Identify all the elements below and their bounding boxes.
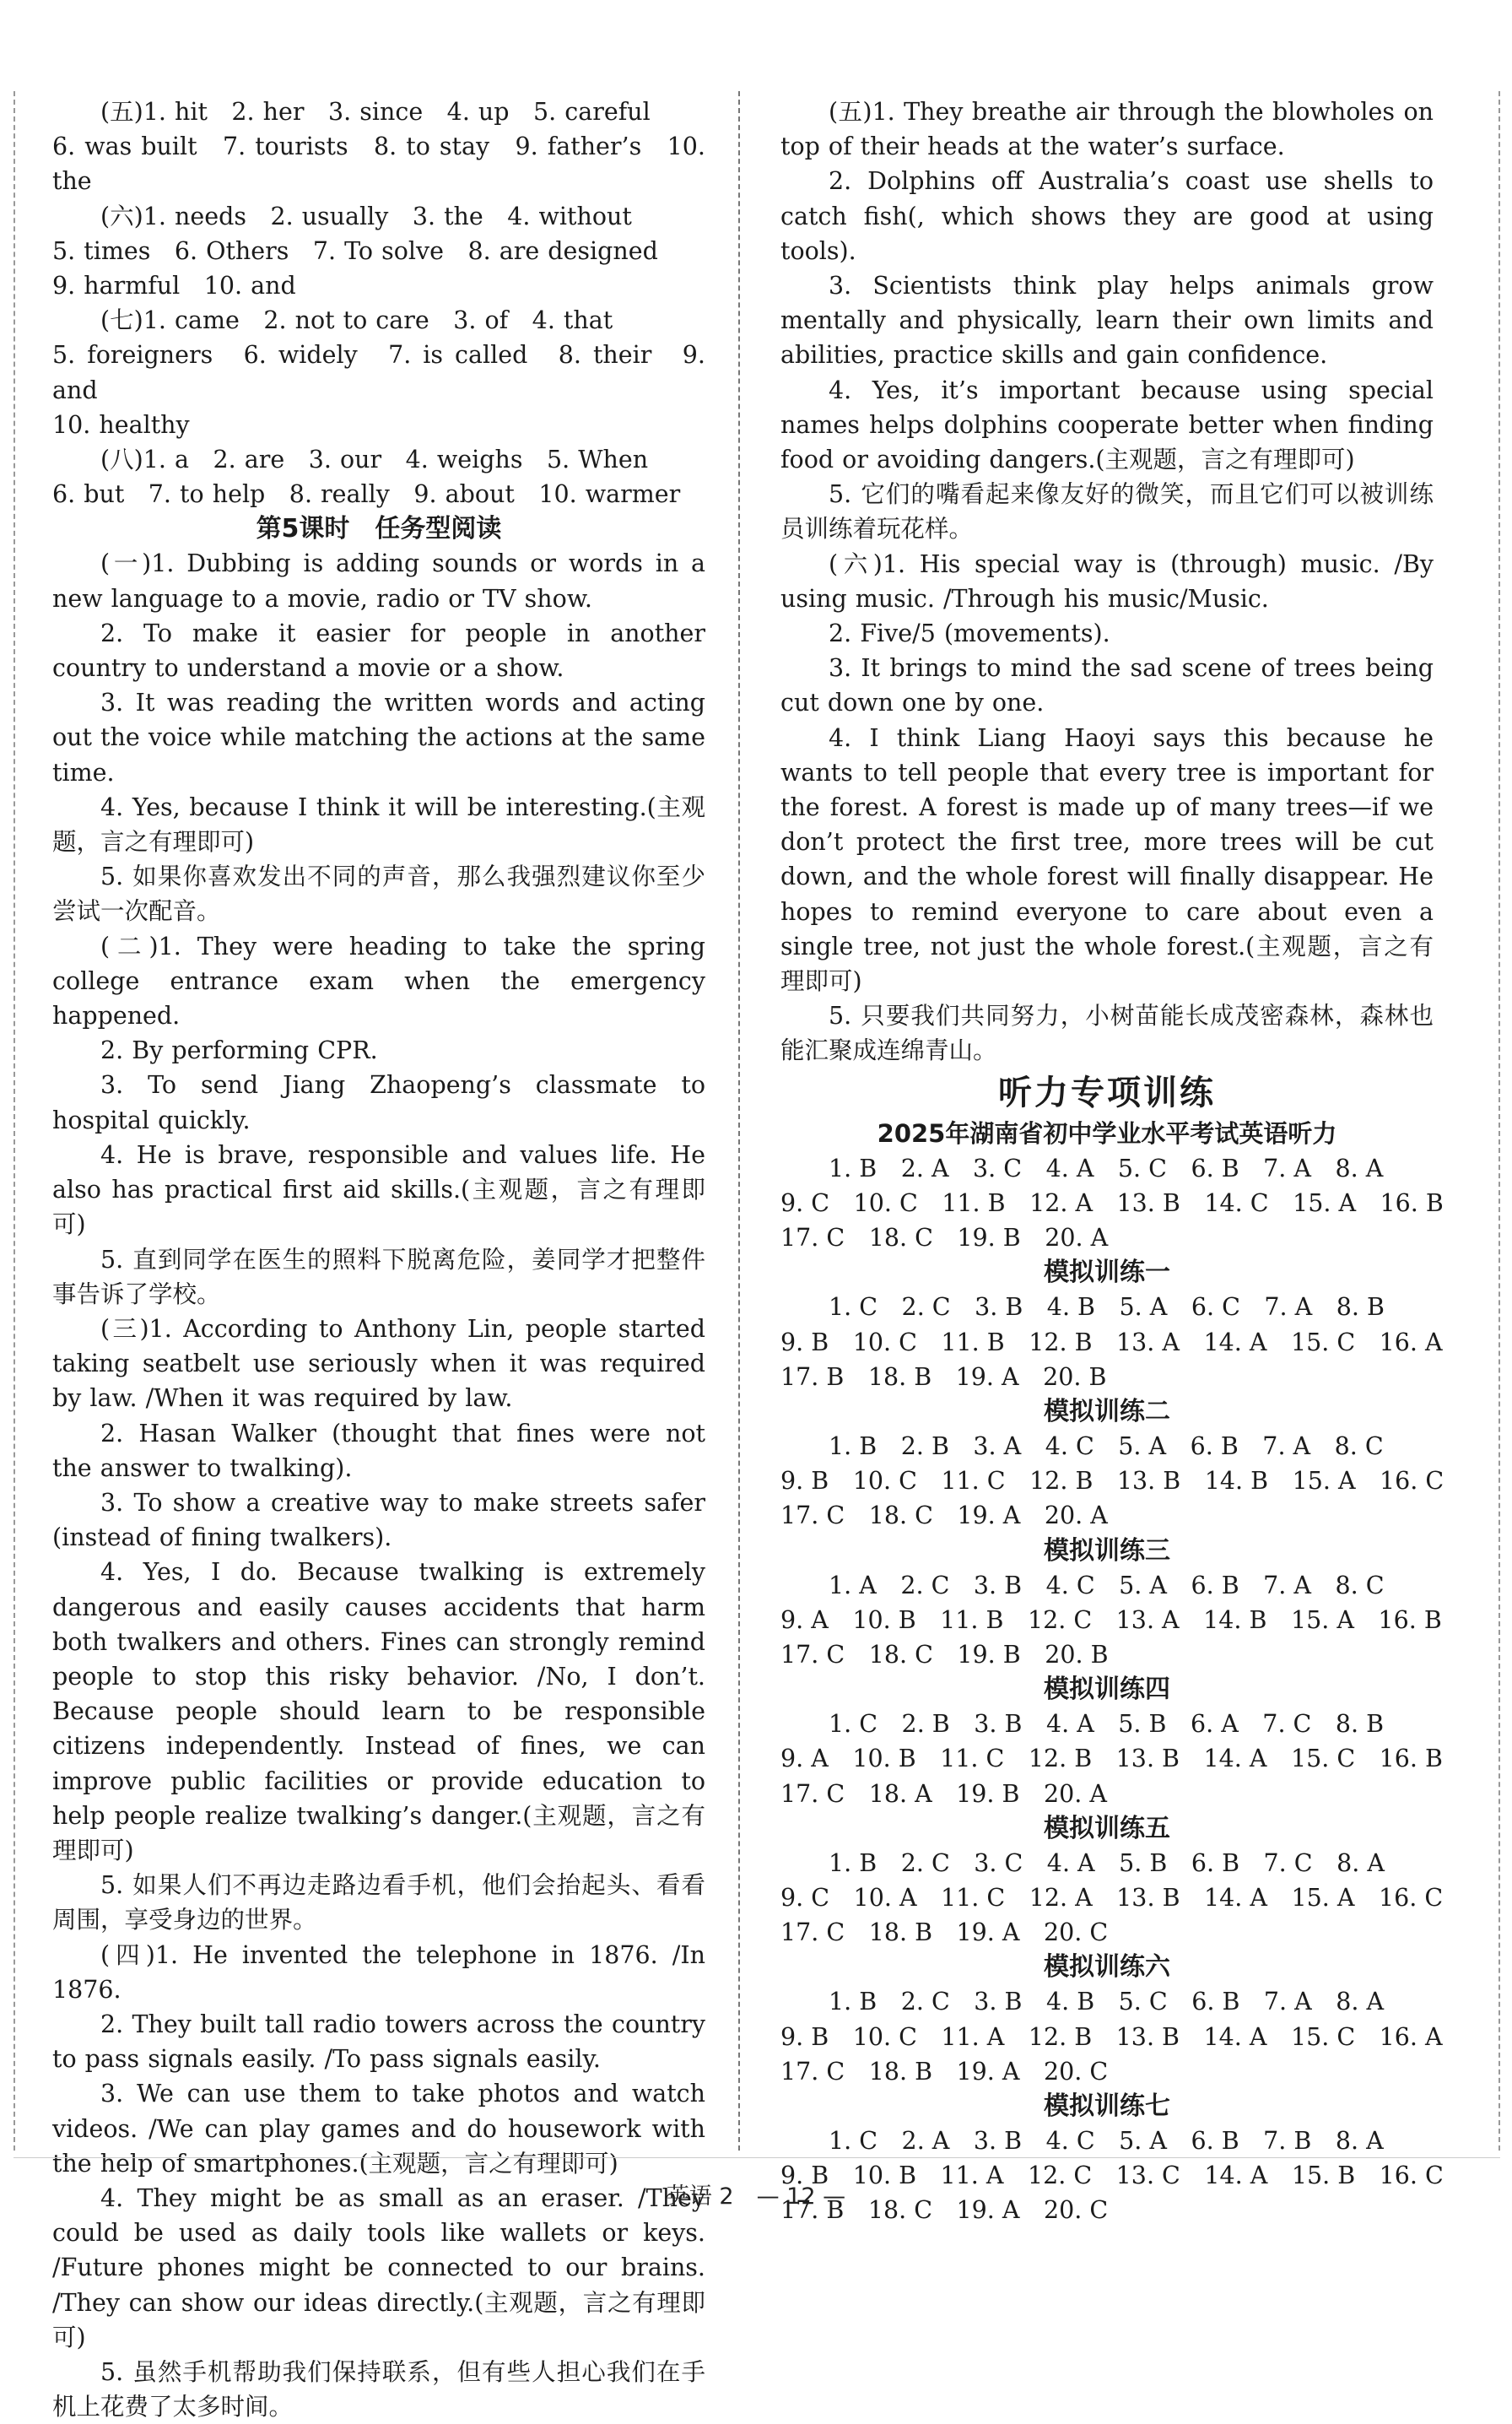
- test-title: 模拟训练三: [1044, 1535, 1170, 1566]
- lesson-title: 第5课时 任务型阅读: [256, 514, 502, 544]
- page-frame-left: [14, 91, 15, 2151]
- answer-paragraph: 4. He is brave, responsible and values life. He also has practical first aid skills.(主观题，言之有理即可): [52, 1140, 705, 1239]
- page-footer: 英语 2 — 12 —: [666, 2183, 846, 2210]
- answer-paragraph: (四)1. He invented the telephone in 1876. /In 1876.: [52, 1940, 705, 2004]
- answer-line: (六)1. needs 2. usually 3. the 4. without: [100, 202, 632, 230]
- answer-paragraph: (三)1. According to Anthony Lin, people started taking seatbelt use seriously when it was required by law. /When it was required by law.: [52, 1314, 705, 1413]
- answer-row: 17. C 18. C 19. B 20. B: [780, 1640, 1109, 1669]
- answer-paragraph: 2. By performing CPR.: [100, 1036, 378, 1065]
- test-title: 模拟训练五: [1044, 1813, 1170, 1843]
- answer-row: 9. B 10. C 11. A 12. B 13. B 14. A 15. C 16. A: [780, 2022, 1443, 2051]
- answer-paragraph: 4. Yes, because I think it will be interesting.(主观题，言之有理即可): [52, 793, 705, 857]
- answer-row: 1. B 2. A 3. C 4. A 5. C 6. B 7. A 8. A: [829, 1154, 1384, 1182]
- answer-line: 5. foreigners 6. widely 7. is called 8. their 9. and: [52, 341, 705, 404]
- test-title: 模拟训练一: [1044, 1258, 1170, 1288]
- answer-paragraph: 5. 虽然手机帮助我们保持联系，但有些人担心我们在手机上花费了太多时间。: [52, 2358, 705, 2421]
- answer-paragraph: 4. Yes, I do. Because twalking is extremely dangerous and easily causes accidents that harm both twalkers and others. Fines can strongly remind people to stop this risky behavior. /No, I don’t. Because people should learn to be responsible citizens independently. Instead of fines, we can improve public facilities or provide education to help people realize twalking’s danger.(主观题，言之有理即可): [52, 1558, 705, 1864]
- test-title: 模拟训练七: [1044, 2091, 1170, 2121]
- column-divider: [738, 91, 740, 2151]
- answer-paragraph: (五)1. They breathe air through the blowholes on top of their heads at the water’s surface.: [780, 98, 1434, 161]
- answer-paragraph: 5. 直到同学在医生的照料下脱离危险，姜同学才把整件事告诉了学校。: [52, 1245, 705, 1308]
- answer-row: 1. A 2. C 3. B 4. C 5. A 6. B 7. A 8. C: [829, 1571, 1385, 1599]
- answer-row: 17. C 18. C 19. B 20. A: [780, 1224, 1109, 1253]
- answer-row: 9. B 10. C 11. C 12. B 13. B 14. B 15. A 16. C: [780, 1467, 1444, 1496]
- answer-line: (八)1. a 2. are 3. our 4. weighs 5. When: [100, 446, 649, 474]
- answer-row: 1. C 2. C 3. B 4. B 5. A 6. C 7. A 8. B: [829, 1293, 1385, 1322]
- answer-paragraph: 4. I think Liang Haoyi says this because he wants to tell people that every tree is important for the forest. A forest is made up of many trees—if we don’t protect the first tree, more trees will be cut down, and the whole forest will finally disappear. He hopes to remind everyone to care about even a single tree, not just the whole forest.(主观题，言之有理即可): [780, 723, 1434, 996]
- answer-line: (七)1. came 2. not to care 3. of 4. that: [100, 306, 613, 335]
- page-frame-right: [1498, 91, 1500, 2151]
- section-title: 听力专项训练: [998, 1073, 1216, 1112]
- answer-row: 17. C 18. B 19. A 20. C: [780, 2057, 1109, 2086]
- test-title: 模拟训练二: [1044, 1396, 1170, 1426]
- answer-paragraph: (六)1. His special way is (through) music. /By using music. /Through his music/Music.: [780, 549, 1434, 613]
- answer-paragraph: 5. 如果你喜欢发出不同的声音，那么我强烈建议你至少尝试一次配音。: [52, 863, 705, 926]
- answer-row: 1. B 2. C 3. C 4. A 5. B 6. B 7. C 8. A: [829, 1848, 1385, 1877]
- answer-row: 9. C 10. C 11. B 12. A 13. B 14. C 15. A 16. B: [780, 1188, 1444, 1217]
- left-column: [52, 95, 705, 2424]
- right-column: [780, 95, 1444, 2228]
- answer-line: 10. healthy: [52, 410, 190, 439]
- answer-row: 17. B 18. B 19. A 20. B: [780, 1362, 1107, 1391]
- answer-line: 6. but 7. to help 8. really 9. about 10. warmer: [52, 480, 681, 509]
- answer-row: 9. A 10. B 11. B 12. C 13. A 14. B 15. A 16. B: [780, 1605, 1442, 1634]
- answer-paragraph: 2. Dolphins off Australia’s coast use shells to catch fish(, which shows they are good at using tools).: [780, 167, 1434, 265]
- answer-row: 9. A 10. B 11. C 12. B 13. B 14. A 15. C 16. B: [780, 1745, 1443, 1773]
- bottom-rule: [14, 2157, 1500, 2158]
- answer-paragraph: 2. To make it easier for people in another country to understand a movie or a show.: [52, 619, 705, 683]
- answer-paragraph: 3. It was reading the written words and acting out the voice while matching the actions at the same time.: [52, 689, 705, 787]
- test-title: 模拟训练四: [1044, 1675, 1170, 1705]
- answer-paragraph: 2. They built tall radio towers across the country to pass signals easily. /To pass signals easily.: [52, 2010, 705, 2074]
- answer-row: 1. B 2. B 3. A 4. C 5. A 6. B 7. A 8. C: [829, 1431, 1384, 1460]
- answer-row: 9. B 10. B 11. A 12. C 13. C 14. A 15. B 16. C: [780, 2162, 1444, 2190]
- answer-paragraph: 4. Yes, it’s important because using special names helps dolphins cooperate better when finding food or avoiding dangers.(主观题，言之有理即可): [780, 376, 1434, 474]
- answer-row: 1. C 2. B 3. B 4. A 5. B 6. A 7. C 8. B: [829, 1710, 1385, 1739]
- answer-paragraph: 5. 如果人们不再边走路边看手机，他们会抬起头、看看周围，享受身边的世界。: [52, 1871, 705, 1934]
- answer-row: 9. B 10. C 11. B 12. B 13. A 14. A 15. C 16. A: [780, 1328, 1443, 1356]
- answer-row: 17. C 18. A 19. B 20. A: [780, 1779, 1107, 1808]
- answer-paragraph: (一)1. Dubbing is adding sounds or words in a new language to a movie, radio or TV show.: [52, 549, 705, 613]
- answer-paragraph: 3. To send Jiang Zhaopeng’s classmate to hospital quickly.: [52, 1071, 705, 1134]
- answer-paragraph: 4. They might be as small as an eraser. /They could be used as daily tools like wallets or keys. /Future phones might be connected to our brains. /They can show our ideas directly.(主观题，言之有理即可): [52, 2183, 705, 2351]
- answer-row: 1. B 2. C 3. B 4. B 5. C 6. B 7. A 8. A: [829, 1988, 1385, 2016]
- answer-paragraph: 2. Five/5 (movements).: [829, 620, 1110, 648]
- answer-row: 9. C 10. A 11. C 12. A 13. B 14. A 15. A 16. C: [780, 1883, 1444, 1912]
- answer-paragraph: 3. Scientists think play helps animals grow mentally and physically, learn their own limits and abilities, practice skills and gain confidence.: [780, 272, 1434, 370]
- answer-paragraph: 3. To show a creative way to make streets safer (instead of fining twalkers).: [52, 1488, 705, 1552]
- answer-row: 17. B 18. C 19. A 20. C: [780, 2196, 1109, 2225]
- answer-paragraph: 3. It brings to mind the sad scene of trees being cut down one by one.: [780, 654, 1434, 717]
- answer-row: 17. C 18. B 19. A 20. C: [780, 1918, 1109, 1947]
- answer-line: 5. times 6. Others 7. To solve 8. are designed: [52, 236, 658, 265]
- answer-paragraph: (二)1. They were heading to take the spring college entrance exam when the emergency happened.: [52, 932, 705, 1031]
- test-title: 模拟训练六: [1044, 1952, 1170, 1983]
- answer-line: (五)1. hit 2. her 3. since 4. up 5. careful: [100, 98, 651, 126]
- answer-row: 17. C 18. C 19. A 20. A: [780, 1501, 1108, 1530]
- exam-title: 2025年湖南省初中学业水平考试英语听力: [877, 1118, 1337, 1148]
- answer-line: 6. was built 7. tourists 8. to stay 9. father’s 10. the: [52, 133, 705, 196]
- answer-paragraph: 3. We can use them to take photos and watch videos. /We can play games and do housework with the help of smartphones.(主观题，言之有理即可): [52, 2080, 705, 2178]
- answer-paragraph: 2. Hasan Walker (thought that fines were not the answer to twalking).: [52, 1419, 705, 1482]
- answer-line: 9. harmful 10. and: [52, 272, 296, 300]
- answer-paragraph: 5. 只要我们共同努力，小树苗能长成茂密森林，森林也能汇聚成连绵青山。: [780, 1002, 1434, 1065]
- answer-row: 1. C 2. A 3. B 4. C 5. A 6. B 7. B 8. A: [829, 2126, 1384, 2155]
- answer-paragraph: 5. 它们的嘴看起来像友好的微笑，而且它们可以被训练员训练着玩花样。: [780, 480, 1434, 544]
